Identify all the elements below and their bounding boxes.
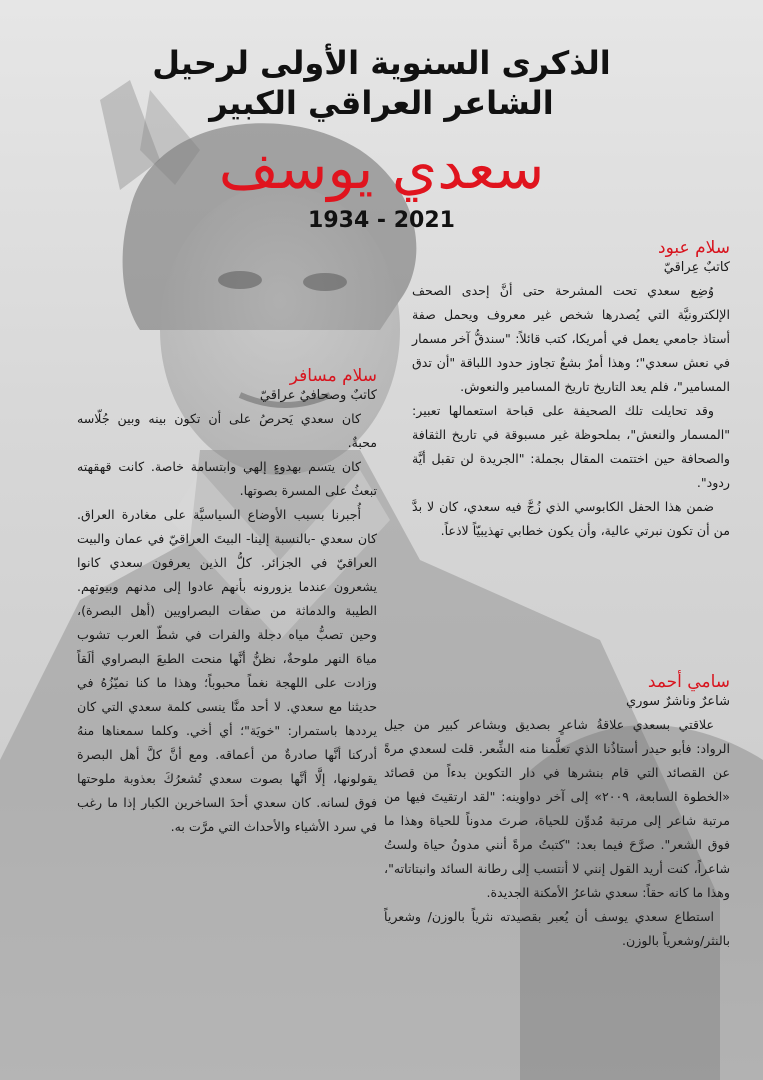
article-salam-musafir — [77, 366, 377, 839]
paragraph: وقد تحايلت تلك الصحيفة على قباحة استعمالها تعبير: "المسمار والنعش"، بملحوظة غير مسبوقة في تاريخ الثقافة والصحافة حين اختتمت المقال بجملة: "الجريدة لن تقبل أيَّة ردود". — [412, 403, 730, 490]
author-name: سلام مسافر — [289, 366, 377, 386]
title-line-1: الذكرى السنوية الأولى لرحيل — [152, 44, 611, 82]
paragraph: وُضِع سعدي تحت المشرحة حتى أنَّ إحدى الصحف الإلكترونيَّة التي يُصدرها شخص غير معروف ويحمل صفة أستاذ جامعي يعمل في أمريكا، كتب قائلاً: "سندقُّ آخر مسمار في نعش سعدي"؛ وهذا أمرٌ بشعٌ تجاوز حدود اللباقة "أن تدق المسامير"، فلم يعد التاريخ تاريخ المسامير والنعوش. — [412, 283, 730, 394]
author-role: كاتبٌ عِراقيّ — [663, 260, 730, 275]
title-line-2: الشاعر العراقي الكبير — [209, 84, 554, 122]
paragraph: استطاع سعدي يوسف أن يُعبر بقصيدته نثرياً بالوزن/ وشعرياً بالنثر/وشعرياً بالوزن. — [384, 909, 730, 948]
paragraph: علاقتي بسعدي علاقةُ شاعرٍ بصديق وبشاعر كبير من جيل الرواد: فأبو حيدر أستاذُنا الذي تعلَّمنا منه الشِّعر. قلت لسعدي مرةً عن القصائد التي قام بنشرها في دار التكوين بدءاً من قصائد «الخطوة السابعة، ٢٠٠٩» إلى آخر دواوينه: "لقد ارتقيتَ فيها من مرتبة شاعر إلى مرتبة مُدوِّن للحياة، صرتَ مدوناً للحياة وهذا ما فوق الشعر". صرَّحَ فيما بعد: "كتبتُ مرةً أنني مدونُ حياة ولستُ شاعراً، كنت أريد القول إنني لا أنتسب إلى رطانة السائد وانبتاتاته"، وهذا ما كانه حقاً: سعدي شاعرُ الأمكنة الجديدة. — [384, 717, 730, 900]
poet-name: سعدي يوسف — [218, 134, 545, 202]
author-name: سلام عبود — [658, 238, 730, 258]
years: 1934 - 2021 — [308, 208, 455, 233]
paragraph: أُجبرنا بسبب الأوضاع السياسيَّة على مغادرة العراق. كان سعدي -بالنسبة إلينا- البيتَ العراقيّ في عمان والبيت العراقيّ في الجزائر. كلُّ الذين يعرفون سعدي كانوا يشعرون عندما يزورونه بأنهم عادوا إلى مدنهم وبيوتهم. الطيبة والدماثة من صفات البصراويين (أهل البصرة)، وحين تصبُّ مياه دجلة والفرات في شطّ العرب تشوب مياهَ النهر ملوحةٌ، نظنُّ أنَّها منحت الطبعَ البصراوي ألَقاً وزادت على اللهجة نغماً محبوباً؛ وهذا ما كنا نميّزُهُ في حديثنا مع سعدي. لا أحد منَّا ينسى كلمة سعدي التي كان يرددها باستمرار: "خويَة"؛ أي أخي. وكلما سمعناها منهُ أدركنا أنَّها صادرةٌ من أعماقه. ومع أنَّ كلَّ أهل البصرة يقولونها، إلَّا أنَّها بصوت سعدي تُشعرُكَ بعذوبة ملوحتها فوق لسانه. كان سعدي أحدَ الساخرين الكبار إذا ما رغب في سرد الأشياء والأحداث التي مرَّت به. — [77, 507, 377, 834]
paragraph: كان سعدي يَحرصُ على أن تكون بينه وبين جُلّاسه محبةٌ. — [77, 411, 377, 450]
author-role: كاتبٌ وصحافيٌ عراقيّ — [259, 388, 377, 403]
author-role: شاعرٌ وناشرٌ سوري — [625, 694, 730, 709]
paragraph: كان يتسم بهدوءٍ إلهي وابتسامة خاصة. كانت قهقهته تبعثُ على المسرة بصوتها. — [77, 459, 377, 498]
article-salam-abboud — [412, 238, 730, 543]
paragraph: ضمن هذا الحفل الكابوسي الذي زُجَّ فيه سعدي، كان لا بدَّ من أن تكون نبرتي عالية، وأن يكون خطابي تهذيبيّاً لاذعاً. — [412, 499, 730, 538]
author-name: سامي أحمد — [647, 672, 730, 692]
article-sami-ahmad — [384, 672, 730, 953]
